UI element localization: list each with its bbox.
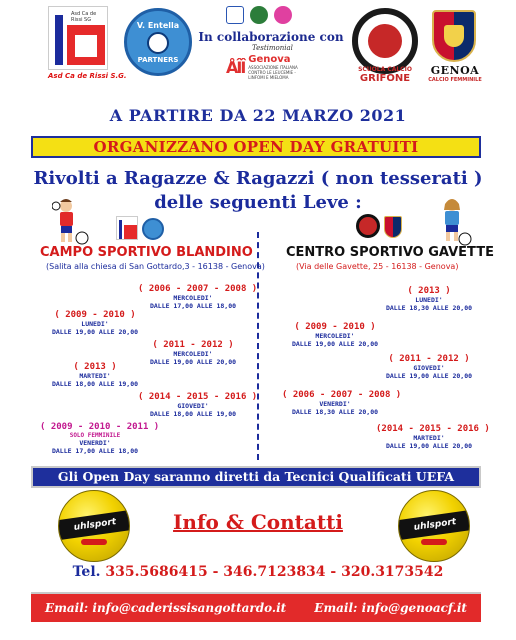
right-slot	[376, 424, 490, 450]
target-line-2: delle seguenti Leve :	[154, 192, 362, 213]
slot-day: MERCOLEDI'	[173, 350, 213, 358]
slot-leve: ( 2009 - 2010 - 2011 )	[40, 422, 160, 432]
slot-leve: ( 2006 - 2007 - 2008 )	[138, 284, 258, 294]
cadr-logo-caption: Asd Ca de Rissi S.G.	[48, 72, 127, 80]
info-title: Info & Contatti	[173, 510, 343, 534]
genoa-caption	[424, 64, 486, 83]
slot-hours: DALLE 18,00 ALLE 19,00	[51, 380, 139, 388]
phone-line	[0, 564, 516, 580]
slot-day: MERCOLEDI'	[173, 294, 213, 302]
target-line-1: Rivolti a Ragazze & Ragazzi ( non tesserati )	[33, 168, 483, 189]
cadr-mini-logo-icon	[116, 216, 138, 240]
left-slot	[40, 310, 150, 336]
slot-leve: ( 2011 - 2012 )	[388, 354, 470, 364]
slot-day: LUNEDI'	[81, 320, 109, 328]
slot-day: LUNEDI'	[415, 296, 443, 304]
slot-hours: DALLE 19,00 ALLE 20,00	[291, 340, 379, 348]
ball-brand: uhlsport	[413, 517, 457, 533]
entella-logo-bottom: PARTNERS	[137, 55, 179, 64]
slot-leve: ( 2009 - 2010 )	[54, 310, 136, 320]
left-venue-address: (Salita alla chiesa di San Gottardo,3 - 16138 - Genova)	[46, 262, 265, 271]
slot-day: VENERDI'	[319, 400, 351, 408]
slot-day: MERCOLEDI'	[315, 332, 355, 340]
slot-hours: DALLE 19,00 ALLE 20,00	[149, 358, 237, 366]
left-venue-logos	[116, 216, 164, 240]
grifone-caption-1: SCUOLA CALCIO	[358, 66, 412, 73]
tel-label: Tel.	[72, 564, 101, 580]
genoa-caption-2: CALCIO FEMMINILE	[428, 77, 482, 83]
left-venue-title: CAMPO SPORTIVO BLANDINO	[40, 245, 253, 260]
aiic-figures-icon: ÅÎÎ	[226, 57, 245, 77]
slot-day: GIOVEDI'	[413, 364, 445, 372]
slot-note: SOLO FEMMINILE	[69, 432, 121, 439]
aiic-name: Genova	[248, 54, 291, 65]
right-venue-logos	[356, 214, 402, 238]
genoa-logo	[432, 10, 476, 62]
slot-day: MARTEDI'	[413, 434, 445, 442]
slot-hours: DALLE 19,00 ALLE 20,00	[385, 442, 473, 450]
slot-day: VENERDI'	[79, 439, 111, 447]
slot-leve: ( 2006 - 2007 - 2008 )	[282, 390, 402, 400]
entella-logo-top: V. Entella	[136, 20, 180, 30]
left-slot	[40, 422, 160, 455]
cadr-logo-small-text: Asd Ca de Rissi SG	[71, 11, 97, 23]
open-day-banner: ORGANIZZANO OPEN DAY GRATUITI	[31, 136, 481, 158]
grifone-crest-icon	[368, 24, 402, 58]
cadr-logo	[48, 6, 127, 86]
grifone-caption	[352, 66, 418, 84]
sponsor-logo-icon	[274, 6, 292, 24]
slot-leve: ( 2011 - 2012 )	[152, 340, 234, 350]
federation-logos	[226, 6, 292, 24]
slot-leve: (2014 - 2015 - 2016 )	[376, 424, 490, 434]
left-slot	[138, 284, 258, 310]
aiic-subtitle: ASSOCIAZIONE ITALIANA CONTRO LE LEUCEMIE - LINFOMI E MIELOMA	[248, 65, 298, 80]
slot-leve: ( 2014 - 2015 - 2016 )	[138, 392, 258, 402]
boy-player-icon	[52, 198, 92, 246]
figc-logo-icon	[250, 6, 268, 24]
slot-hours: DALLE 17,00 ALLE 18,00	[51, 447, 139, 455]
right-slot	[282, 390, 402, 416]
slot-leve: ( 2009 - 2010 )	[294, 322, 376, 332]
slot-hours: DALLE 18,00 ALLE 19,00	[149, 410, 237, 418]
slot-hours: DALLE 18,30 ALLE 20,00	[385, 304, 473, 312]
uefa-banner: Gli Open Day saranno diretti da Tecnici Qualificati UEFA	[31, 466, 481, 488]
email-link-1[interactable]: Email: info@caderissisangottardo.it	[45, 601, 287, 615]
left-slot	[138, 340, 248, 366]
right-venue-address: (Via delle Gavette, 25 - 16138 - Genova)	[296, 262, 459, 271]
slot-hours: DALLE 18,30 ALLE 20,00	[291, 408, 379, 416]
email-link-2[interactable]: Email: info@genoacf.it	[314, 601, 467, 615]
lnd-logo-icon	[226, 6, 244, 24]
collaboration-text: In collaborazione con	[198, 30, 344, 44]
slot-hours: DALLE 19,00 ALLE 20,00	[51, 328, 139, 336]
aiic-logo	[226, 54, 308, 80]
genoa-mini-logo-icon	[384, 216, 402, 238]
entella-crest-icon	[147, 32, 169, 54]
grifone-caption-2: GRIFONE	[359, 73, 411, 84]
grifone-mini-logo-icon	[356, 214, 380, 238]
left-slot	[138, 392, 258, 418]
right-slot	[376, 354, 482, 380]
ball-brand: uhlsport	[73, 517, 117, 533]
slot-day: GIOVEDI'	[177, 402, 209, 410]
right-slot	[282, 322, 388, 348]
tel-numbers[interactable]: 335.5686415 - 346.7123834 - 320.3173542	[105, 564, 444, 580]
slot-hours: DALLE 19,00 ALLE 20,00	[385, 372, 473, 380]
start-date: A PARTIRE DA 22 MARZO 2021	[109, 106, 407, 125]
left-slot	[40, 362, 150, 388]
right-slot	[376, 286, 482, 312]
slot-hours: DALLE 17,00 ALLE 18,00	[149, 302, 237, 310]
genoa-caption-1: GENOA	[430, 64, 480, 77]
slot-leve: ( 2013 )	[73, 362, 117, 372]
grifone-logo	[352, 8, 418, 74]
entella-partners-logo	[124, 8, 192, 76]
girl-player-icon	[432, 196, 472, 246]
entella-mini-logo-icon	[142, 218, 164, 240]
right-venue-title: CENTRO SPORTIVO GAVETTE	[286, 245, 494, 260]
email-bar	[31, 592, 481, 622]
genoa-griffin-icon	[444, 25, 464, 47]
testimonial-label: Testimonial	[252, 44, 293, 52]
slot-day: MARTEDI'	[79, 372, 111, 380]
slot-leve: ( 2013 )	[407, 286, 451, 296]
